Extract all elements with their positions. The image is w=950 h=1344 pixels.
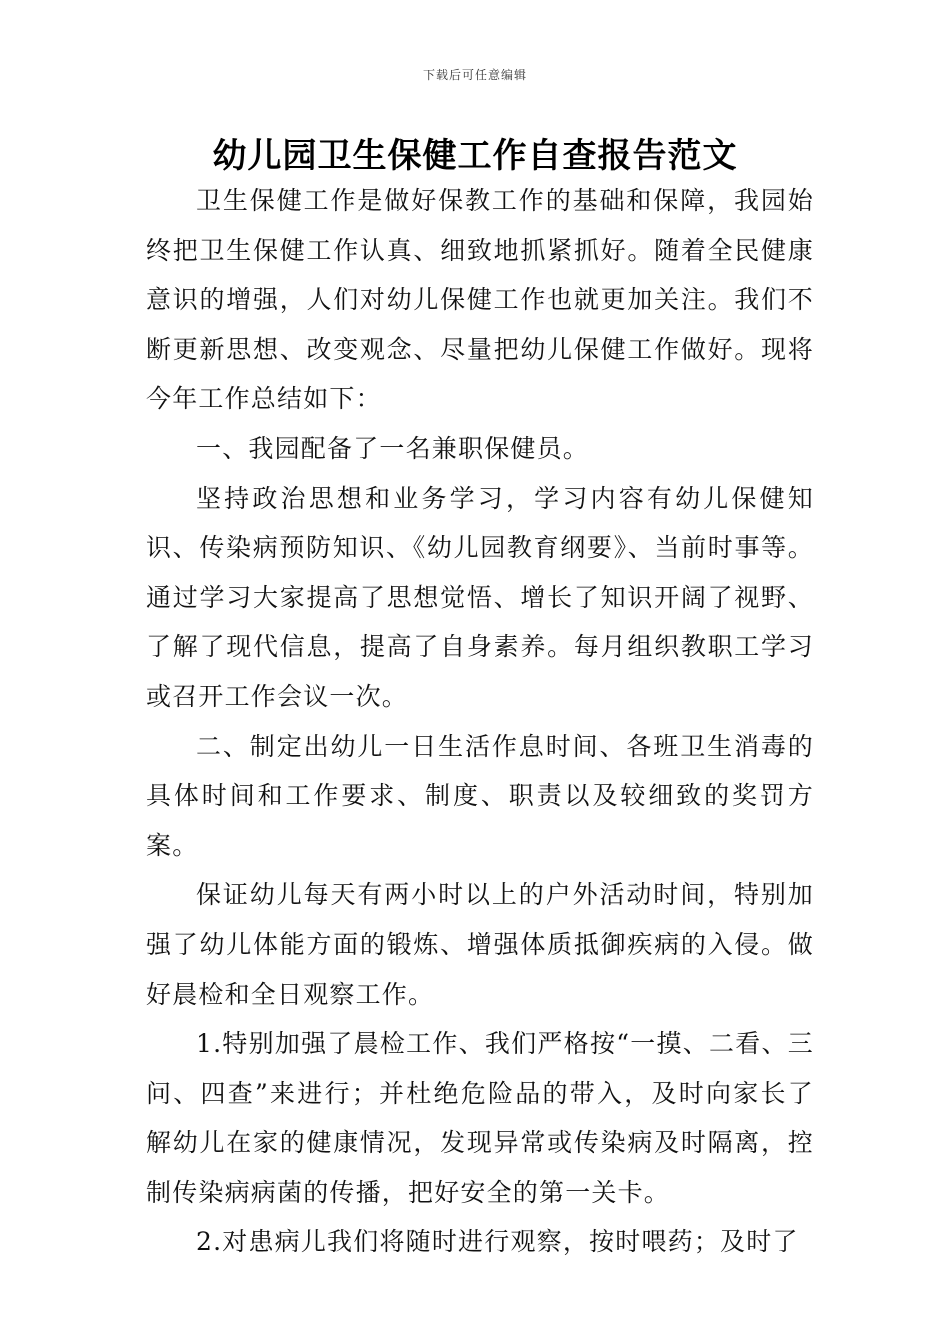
paragraph-section-2: 二、制定出幼儿一日生活作息时间、各班卫生消毒的具体时间和工作要求、制度、职责以及较细致的奖罚方案。 bbox=[146, 731, 814, 860]
paragraph-section-1: 一、我园配备了一名兼职保健员。 bbox=[196, 433, 590, 463]
paragraph-intro: 卫生保健工作是做好保教工作的基础和保障，我园始终把卫生保健工作认真、细致地抓紧抓好。随着全民健康意识的增强，人们对幼儿保健工作也就更加关注。我们不断更新思想、改变观念、尽量把幼儿保健工作做好。现将今年工作总结如下： bbox=[146, 186, 814, 414]
paragraph-outdoor: 保证幼儿每天有两小时以上的户外活动时间，特别加强了幼儿体能方面的锻炼、增强体质抵御疾病的入侵。做好晨检和全日观察工作。 bbox=[146, 880, 814, 1009]
paragraph-item-1: 1.特别加强了晨检工作、我们严格按“一摸、二看、三问、四查”来进行；并杜绝危险品的带入，及时向家长了解幼儿在家的健康情况，发现异常或传染病及时隔离，控制传染病病菌的传播，把好安全的第一关卡。 bbox=[146, 1029, 814, 1207]
header-note: 下载后可任意编辑 bbox=[422, 68, 527, 82]
paragraph-item-2: 2.对患病儿我们将随时进行观察，按时喂药；及时了 bbox=[196, 1227, 799, 1257]
paragraph-study: 坚持政治思想和业务学习，学习内容有幼儿保健知识、传染病预防知识、《幼儿园教育纲要》、当前时事等。通过学习大家提高了思想觉悟、增长了知识开阔了视野、了解了现代信息，提高了自身素养。每月组织教职工学习或召开工作会议一次。 bbox=[146, 483, 814, 711]
document-title: 幼儿园卫生保健工作自查报告范文 bbox=[212, 136, 738, 176]
document-body bbox=[146, 176, 814, 1267]
